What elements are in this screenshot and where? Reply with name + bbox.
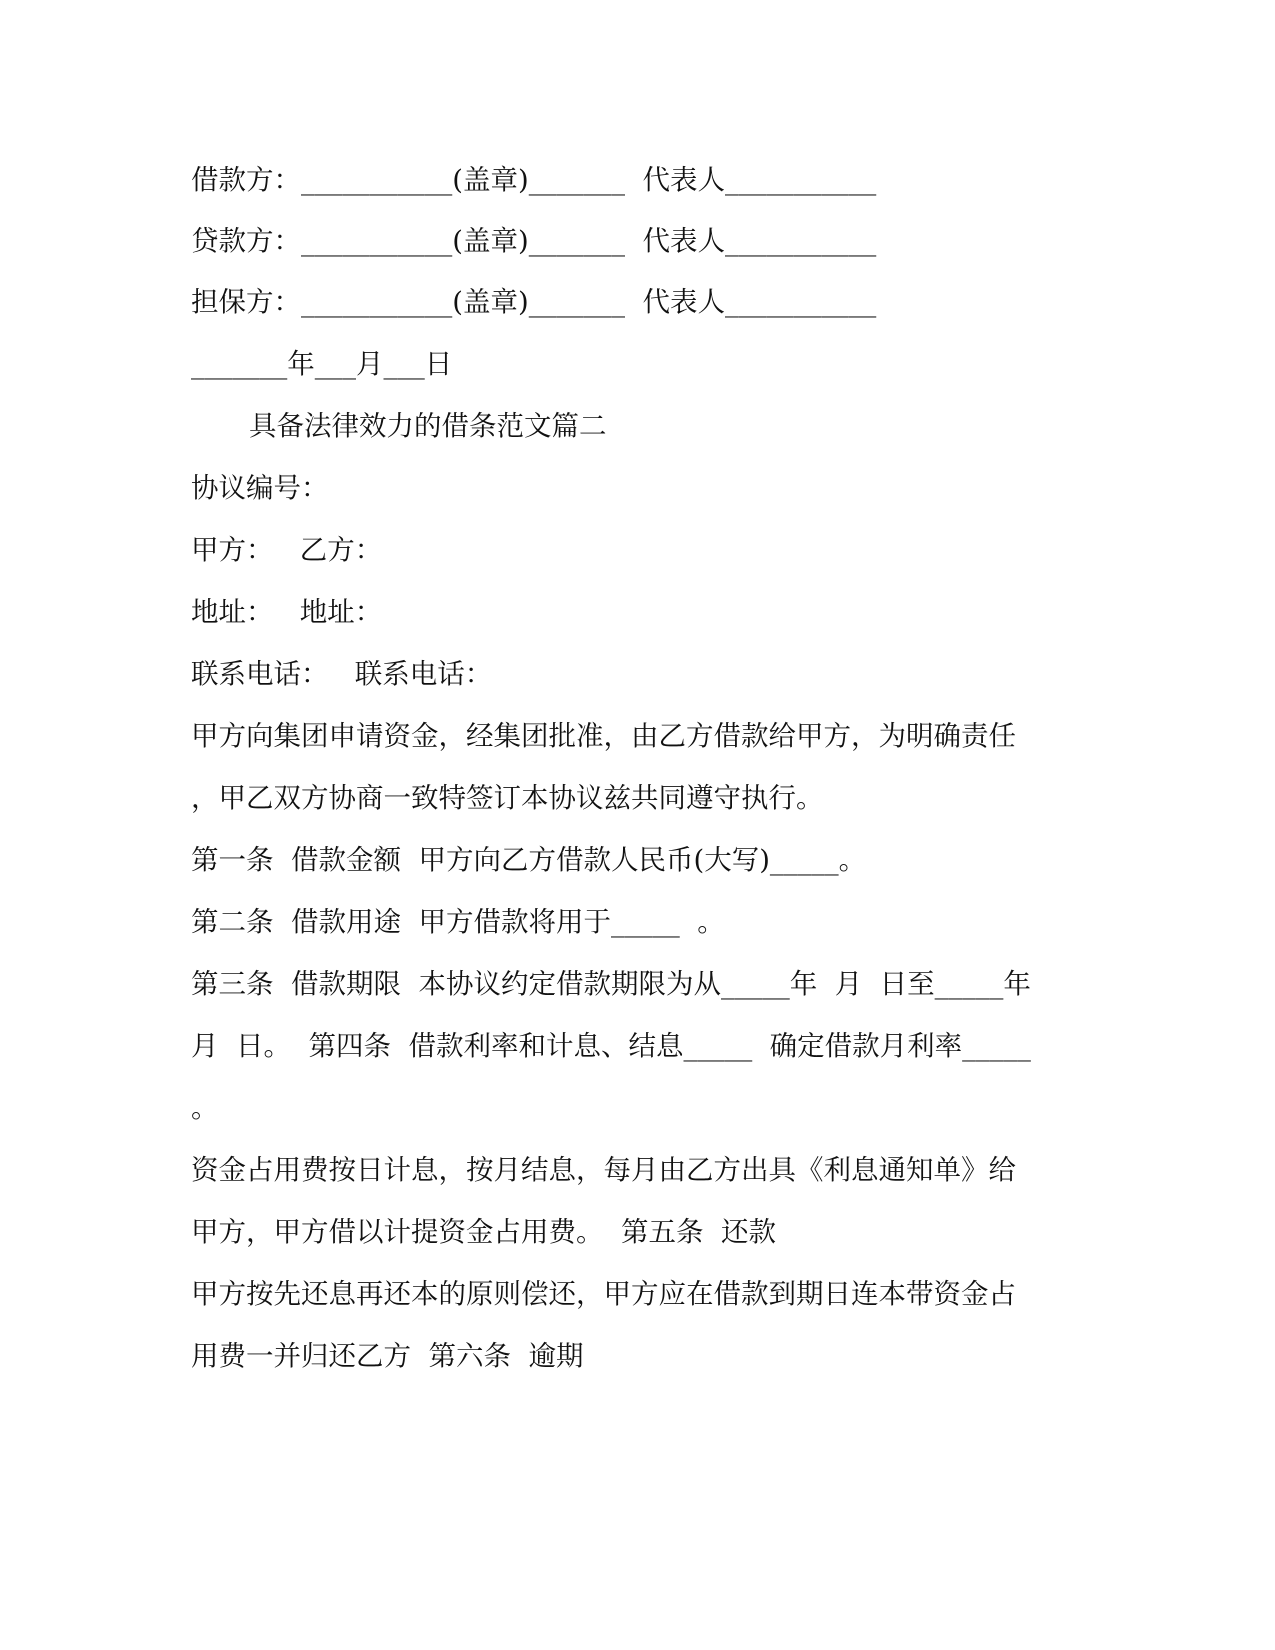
clause-6-overdue: 用费一并归还乙方 第六条 逾期 bbox=[191, 1340, 584, 1372]
address-field: 地址： 地址： bbox=[191, 596, 383, 628]
clause-4-interest-rate: 月 日。 第四条 借款利率和计息、结息_____ 确定借款月利率_____ bbox=[191, 1030, 1031, 1062]
phone-field: 联系电话： 联系电话： bbox=[191, 658, 493, 690]
borrower-signature-line: 借款方：___________(盖章)_______ 代表人___________ bbox=[191, 164, 877, 196]
clause-2-loan-purpose: 第二条 借款用途 甲方借款将用于_____ 。 bbox=[191, 906, 725, 938]
parties-field: 甲方： 乙方： bbox=[191, 534, 383, 566]
clause-1-loan-amount: 第一条 借款金额 甲方向乙方借款人民币(大写)_____。 bbox=[191, 844, 867, 876]
body-line: 资金占用费按日计息，按月结息，每月由乙方出具《利息通知单》给 bbox=[191, 1154, 1016, 1186]
agreement-number-field: 协议编号： bbox=[191, 472, 329, 504]
section-title: 具备法律效力的借条范文篇二 bbox=[249, 410, 607, 442]
guarantor-signature-line: 担保方：___________(盖章)_______ 代表人___________ bbox=[191, 286, 877, 318]
lender-signature-line: 贷款方：___________(盖章)_______ 代表人___________ bbox=[191, 225, 877, 257]
body-line: 甲方按先还息再还本的原则偿还，甲方应在借款到期日连本带资金占 bbox=[191, 1278, 1016, 1310]
clause-5-repayment: 甲方，甲方借以计提资金占用费。 第五条 还款 bbox=[191, 1216, 776, 1248]
body-line: 。 bbox=[191, 1092, 219, 1124]
body-line: 甲方向集团申请资金，经集团批准，由乙方借款给甲方，为明确责任 bbox=[191, 720, 1016, 752]
clause-3-loan-term: 第三条 借款期限 本协议约定借款期限为从_____年 月 日至_____年 bbox=[191, 968, 1031, 1000]
body-line: ，甲乙双方协商一致特签订本协议兹共同遵守执行。 bbox=[191, 782, 824, 814]
date-line: _______年___月___日 bbox=[191, 348, 453, 380]
